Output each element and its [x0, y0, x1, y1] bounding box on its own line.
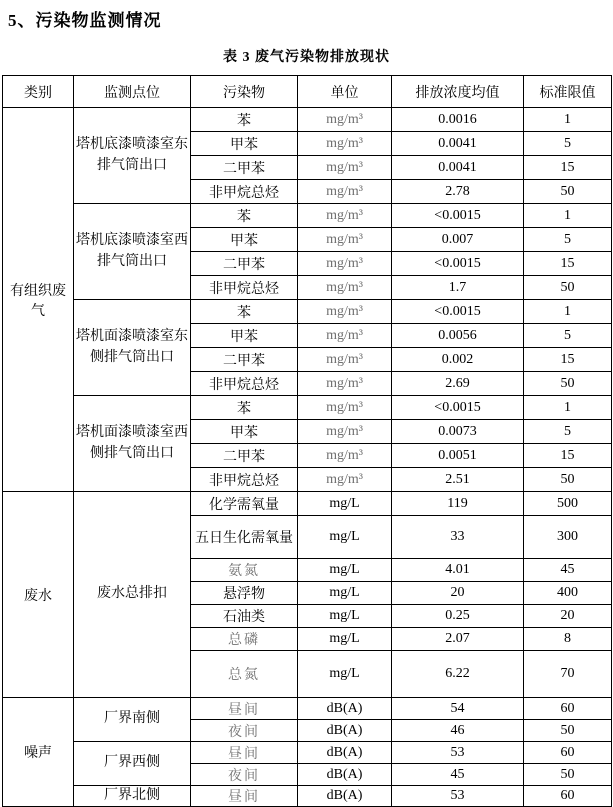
- pollutant-cell: 二甲苯: [191, 444, 298, 468]
- value-cell: 2.78: [392, 180, 524, 204]
- emissions-table: [2, 75, 612, 807]
- value-cell: 0.0056: [392, 324, 524, 348]
- limit-cell: 60: [524, 698, 612, 720]
- value-cell: 2.69: [392, 372, 524, 396]
- column-header: 排放浓度均值: [392, 76, 524, 108]
- unit-cell: dB(A): [298, 764, 392, 786]
- pollutant-cell: 五日生化需氧量: [191, 516, 298, 559]
- value-cell: 46: [392, 720, 524, 742]
- limit-cell: 15: [524, 156, 612, 180]
- site-cell: 塔机底漆喷漆室西排气筒出口: [74, 204, 191, 300]
- unit-cell: mg/m³: [298, 420, 392, 444]
- table-row: [3, 786, 612, 807]
- site-cell: 废水总排扣: [74, 492, 191, 698]
- limit-cell: 15: [524, 348, 612, 372]
- pollutant-cell: 非甲烷总烃: [191, 180, 298, 204]
- pollutant-cell: 化学需氧量: [191, 492, 298, 516]
- limit-cell: 5: [524, 324, 612, 348]
- value-cell: 53: [392, 742, 524, 764]
- pollutant-cell: 甲苯: [191, 324, 298, 348]
- pollutant-cell: 甲苯: [191, 420, 298, 444]
- pollutant-cell: 二甲苯: [191, 156, 298, 180]
- unit-cell: mg/m³: [298, 468, 392, 492]
- column-header: 标准限值: [524, 76, 612, 108]
- limit-cell: 50: [524, 720, 612, 742]
- value-cell: 0.0041: [392, 132, 524, 156]
- table-body: [3, 108, 612, 807]
- limit-cell: 500: [524, 492, 612, 516]
- site-cell: 厂界南侧: [74, 698, 191, 742]
- pollutant-cell: 昼间: [191, 786, 298, 807]
- pollutant-cell: 石油类: [191, 605, 298, 628]
- table-header: [3, 76, 612, 108]
- value-cell: <0.0015: [392, 396, 524, 420]
- pollutant-cell: 二甲苯: [191, 348, 298, 372]
- limit-cell: 5: [524, 228, 612, 252]
- pollutant-cell: 非甲烷总烃: [191, 372, 298, 396]
- limit-cell: 1: [524, 300, 612, 324]
- unit-cell: mg/m³: [298, 204, 392, 228]
- limit-cell: 50: [524, 180, 612, 204]
- value-cell: 0.002: [392, 348, 524, 372]
- pollutant-cell: 苯: [191, 396, 298, 420]
- unit-cell: dB(A): [298, 786, 392, 807]
- category-cell: 噪声: [3, 698, 74, 807]
- unit-cell: mg/L: [298, 492, 392, 516]
- unit-cell: mg/m³: [298, 372, 392, 396]
- limit-cell: 15: [524, 444, 612, 468]
- pollutant-cell: 总磷: [191, 628, 298, 651]
- limit-cell: 50: [524, 468, 612, 492]
- pollutant-cell: 夜间: [191, 764, 298, 786]
- unit-cell: mg/m³: [298, 444, 392, 468]
- value-cell: 1.7: [392, 276, 524, 300]
- limit-cell: 50: [524, 372, 612, 396]
- pollutant-cell: 苯: [191, 204, 298, 228]
- table-row: [3, 698, 612, 720]
- pollutant-cell: 总氮: [191, 651, 298, 698]
- limit-cell: 400: [524, 582, 612, 605]
- limit-cell: 5: [524, 420, 612, 444]
- table-caption: 表 3 废气污染物排放现状: [223, 50, 390, 65]
- table-row: [3, 492, 612, 516]
- column-header: 污染物: [191, 76, 298, 108]
- unit-cell: mg/L: [298, 582, 392, 605]
- unit-cell: dB(A): [298, 698, 392, 720]
- site-cell: 厂界北侧: [74, 786, 191, 807]
- value-cell: 2.51: [392, 468, 524, 492]
- unit-cell: mg/L: [298, 651, 392, 698]
- header-row: [3, 76, 612, 108]
- pollutant-cell: 非甲烷总烃: [191, 276, 298, 300]
- limit-cell: 50: [524, 764, 612, 786]
- value-cell: 54: [392, 698, 524, 720]
- pollutant-cell: 昼间: [191, 698, 298, 720]
- value-cell: 0.25: [392, 605, 524, 628]
- unit-cell: dB(A): [298, 720, 392, 742]
- value-cell: 0.0041: [392, 156, 524, 180]
- limit-cell: 5: [524, 132, 612, 156]
- value-cell: 53: [392, 786, 524, 807]
- value-cell: 2.07: [392, 628, 524, 651]
- value-cell: 33: [392, 516, 524, 559]
- unit-cell: mg/L: [298, 628, 392, 651]
- unit-cell: mg/L: [298, 559, 392, 582]
- limit-cell: 60: [524, 786, 612, 807]
- unit-cell: mg/m³: [298, 324, 392, 348]
- unit-cell: mg/m³: [298, 276, 392, 300]
- column-header: 监测点位: [74, 76, 191, 108]
- table-row: [3, 300, 612, 324]
- value-cell: <0.0015: [392, 252, 524, 276]
- table-row: [3, 108, 612, 132]
- limit-cell: 1: [524, 108, 612, 132]
- pollutant-cell: 非甲烷总烃: [191, 468, 298, 492]
- value-cell: <0.0015: [392, 300, 524, 324]
- limit-cell: 70: [524, 651, 612, 698]
- site-cell: 塔机面漆喷漆室西侧排气筒出口: [74, 396, 191, 492]
- category-cell: 有组织废气: [3, 108, 74, 492]
- table-row: [3, 742, 612, 764]
- unit-cell: mg/m³: [298, 300, 392, 324]
- unit-cell: mg/L: [298, 516, 392, 559]
- table-row: [3, 396, 612, 420]
- pollutant-cell: 夜间: [191, 720, 298, 742]
- pollutant-cell: 甲苯: [191, 228, 298, 252]
- limit-cell: 300: [524, 516, 612, 559]
- limit-cell: 15: [524, 252, 612, 276]
- pollutant-cell: 苯: [191, 300, 298, 324]
- limit-cell: 20: [524, 605, 612, 628]
- value-cell: <0.0015: [392, 204, 524, 228]
- site-cell: 厂界西侧: [74, 742, 191, 786]
- value-cell: 0.007: [392, 228, 524, 252]
- unit-cell: dB(A): [298, 742, 392, 764]
- column-header: 单位: [298, 76, 392, 108]
- unit-cell: mg/m³: [298, 108, 392, 132]
- value-cell: 119: [392, 492, 524, 516]
- value-cell: 45: [392, 764, 524, 786]
- value-cell: 0.0073: [392, 420, 524, 444]
- document-page: [0, 6, 613, 806]
- pollutant-cell: 甲苯: [191, 132, 298, 156]
- pollutant-cell: 氨氮: [191, 559, 298, 582]
- category-cell: 废水: [3, 492, 74, 698]
- value-cell: 20: [392, 582, 524, 605]
- pollutant-cell: 悬浮物: [191, 582, 298, 605]
- column-header: 类别: [3, 76, 74, 108]
- value-cell: 6.22: [392, 651, 524, 698]
- unit-cell: mg/m³: [298, 396, 392, 420]
- value-cell: 0.0051: [392, 444, 524, 468]
- site-cell: 塔机面漆喷漆室东侧排气筒出口: [74, 300, 191, 396]
- unit-cell: mg/m³: [298, 180, 392, 204]
- limit-cell: 1: [524, 396, 612, 420]
- section-heading: 5、污染物监测情况: [8, 11, 162, 30]
- limit-cell: 60: [524, 742, 612, 764]
- table-row: [3, 204, 612, 228]
- unit-cell: mg/m³: [298, 348, 392, 372]
- site-cell: 塔机底漆喷漆室东排气筒出口: [74, 108, 191, 204]
- value-cell: 0.0016: [392, 108, 524, 132]
- pollutant-cell: 苯: [191, 108, 298, 132]
- limit-cell: 50: [524, 276, 612, 300]
- unit-cell: mg/m³: [298, 132, 392, 156]
- unit-cell: mg/m³: [298, 252, 392, 276]
- limit-cell: 8: [524, 628, 612, 651]
- pollutant-cell: 昼间: [191, 742, 298, 764]
- unit-cell: mg/m³: [298, 156, 392, 180]
- unit-cell: mg/L: [298, 605, 392, 628]
- pollutant-cell: 二甲苯: [191, 252, 298, 276]
- limit-cell: 1: [524, 204, 612, 228]
- unit-cell: mg/m³: [298, 228, 392, 252]
- value-cell: 4.01: [392, 559, 524, 582]
- limit-cell: 45: [524, 559, 612, 582]
